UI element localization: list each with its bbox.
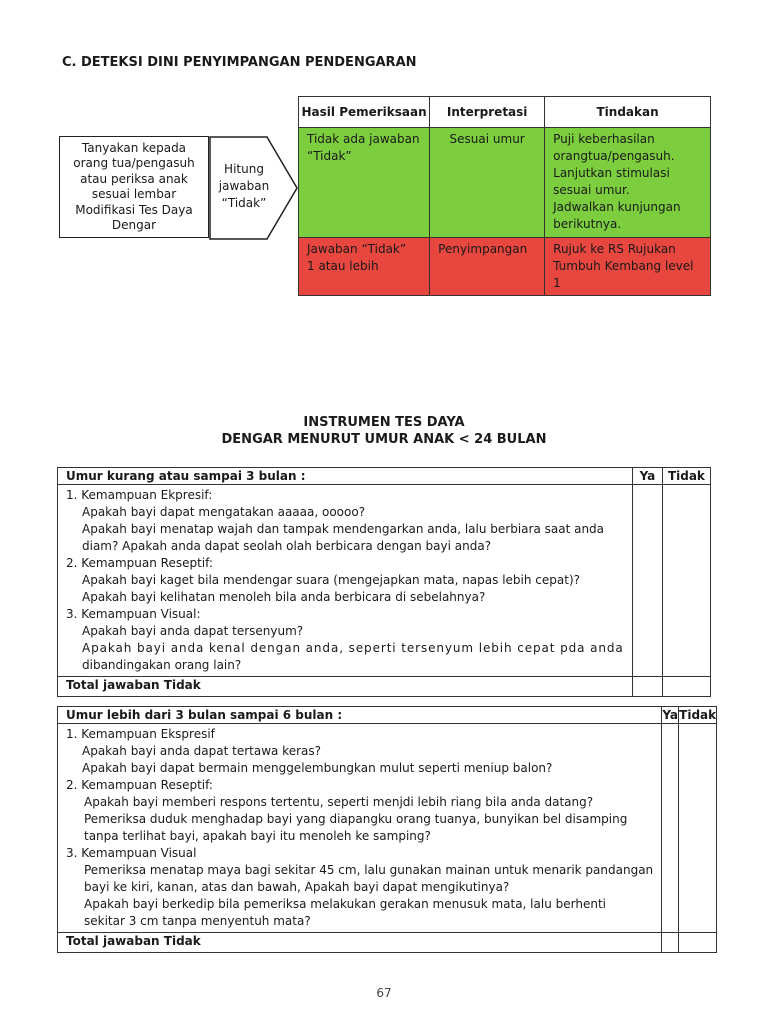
instrument-title-line2: DENGAR MENURUT UMUR ANAK < 24 BULAN bbox=[221, 432, 547, 447]
action-line: sesuai umur. bbox=[553, 183, 630, 197]
interpretation-header-row bbox=[299, 97, 711, 128]
count-box-text bbox=[212, 161, 276, 212]
age-group-label: Umur kurang atau sampai 3 bulan : bbox=[58, 468, 633, 485]
action-cell bbox=[545, 128, 711, 238]
table-header-row bbox=[58, 468, 711, 485]
ask-box-line: Modifikasi Tes Daya bbox=[75, 202, 193, 217]
category-heading: 2. Kemampuan Reseptif: bbox=[66, 778, 213, 792]
action-cell bbox=[545, 238, 711, 296]
count-box-line: “Tidak” bbox=[221, 196, 267, 210]
question-line: tanpa terlihat bayi, apakah bayi itu menoleh ke samping? bbox=[84, 829, 431, 843]
category-heading: 3. Kemampuan Visual bbox=[66, 846, 197, 860]
age-group-label: Umur lebih dari 3 bulan sampai 6 bulan : bbox=[58, 707, 662, 724]
ya-column-header: Ya bbox=[662, 708, 679, 722]
result-line: “Tidak” bbox=[307, 149, 352, 163]
ya-column-header: Ya bbox=[632, 468, 662, 485]
ya-answer-cell[interactable] bbox=[662, 724, 679, 933]
ask-box-line: Dengar bbox=[111, 218, 157, 232]
result-cell bbox=[299, 128, 430, 238]
action-line: Rujuk ke RS Rujukan bbox=[553, 242, 676, 256]
result-line: Tidak ada jawaban bbox=[307, 132, 420, 146]
category-heading: 1. Kemampuan Ekpresif: bbox=[66, 488, 213, 502]
question-line: Apakah bayi menatap wajah dan tampak mendengarkan anda, lalu berbiara saat anda bbox=[82, 522, 605, 536]
question-line: diam? Apakah anda dapat seolah olah berbicara dengan bayi anda? bbox=[82, 539, 492, 553]
question-line: Pemeriksa menatap maya bagi sekitar 45 cm, lalu gunakan mainan untuk menarik pandangan bbox=[84, 863, 654, 877]
ask-box-line: orang tua/pengasuh bbox=[73, 156, 195, 170]
question-line: Apakah bayi anda dapat tertawa keras? bbox=[82, 744, 321, 758]
result-line: Jawaban “Tidak” bbox=[307, 242, 407, 256]
total-row bbox=[58, 677, 711, 697]
interpretation-row-normal bbox=[299, 128, 711, 238]
action-line: Lanjutkan stimulasi bbox=[553, 166, 670, 180]
total-ya-cell[interactable] bbox=[662, 933, 679, 953]
questions-cell bbox=[58, 724, 662, 933]
questions-row bbox=[58, 485, 711, 677]
question-table-3-6-months bbox=[57, 706, 717, 953]
category-heading: 2. Kemampuan Reseptif: bbox=[66, 556, 213, 570]
tidak-column-header: Tidak bbox=[679, 708, 717, 722]
result-cell bbox=[299, 238, 430, 296]
total-label: Total jawaban Tidak bbox=[58, 933, 662, 953]
tidak-answer-cell[interactable] bbox=[679, 724, 717, 933]
header-hasil: Hasil Pemeriksaan bbox=[299, 97, 430, 128]
tidak-answer-cell[interactable] bbox=[662, 485, 710, 677]
question-line: Apakah bayi dapat mengatakan aaaaa, ooooo? bbox=[82, 505, 366, 519]
instrument-title-line1: INSTRUMEN TES DAYA bbox=[303, 415, 465, 430]
questions-cell bbox=[58, 485, 633, 677]
question-line: Apakah bayi dapat bermain menggelembungkan mulut seperti meniup balon? bbox=[82, 761, 553, 775]
interpretation-table bbox=[298, 96, 711, 296]
question-line: Pemeriksa duduk menghadap bayi yang diapangku orang tuanya, bunyikan bel disamping bbox=[84, 812, 628, 826]
question-table-0-3-months bbox=[57, 467, 711, 697]
action-line: Jadwalkan kunjungan bbox=[553, 200, 681, 214]
table-header-row bbox=[58, 707, 717, 724]
category-heading: 1. Kemampuan Ekspresif bbox=[66, 727, 215, 741]
question-line: Apakah bayi anda kenal dengan anda, seperti tersenyum lebih cepat pda anda bbox=[82, 641, 624, 655]
question-line: Apakah bayi anda dapat tersenyum? bbox=[82, 624, 304, 638]
interpretation-row-deviation bbox=[299, 238, 711, 296]
category-heading: 3. Kemampuan Visual: bbox=[66, 607, 201, 621]
page-number: 67 bbox=[376, 986, 392, 1000]
tidak-column-header: Tidak bbox=[662, 468, 710, 485]
result-line: 1 atau lebih bbox=[307, 259, 379, 273]
interpretation-cell: Sesuai umur bbox=[430, 128, 545, 238]
action-line: berikutnya. bbox=[553, 217, 622, 231]
ya-answer-cell[interactable] bbox=[632, 485, 662, 677]
header-tindakan: Tindakan bbox=[545, 97, 711, 128]
count-box-line: Hitung bbox=[224, 162, 264, 176]
question-line: dibandingakan orang lain? bbox=[82, 658, 242, 672]
total-tidak-cell[interactable] bbox=[679, 933, 717, 953]
ask-box-line: Tanyakan kepada bbox=[81, 140, 187, 155]
question-line: Apakah bayi memberi respons tertentu, seperti menjdi lebih riang bila anda datang? bbox=[84, 795, 594, 809]
section-heading: C. DETEKSI DINI PENYIMPANGAN PENDENGARAN bbox=[62, 55, 417, 70]
total-tidak-cell[interactable] bbox=[662, 677, 710, 697]
total-label: Total jawaban Tidak bbox=[58, 677, 633, 697]
total-row bbox=[58, 933, 717, 953]
interpretation-cell: Penyimpangan bbox=[430, 238, 545, 296]
ask-box-line: atau periksa anak bbox=[80, 171, 188, 186]
count-box-line: jawaban bbox=[218, 179, 270, 193]
question-line: Apakah bayi kaget bila mendengar suara (mengejapkan mata, napas lebih cepat)? bbox=[82, 573, 580, 587]
total-ya-cell[interactable] bbox=[632, 677, 662, 697]
questions-row bbox=[58, 724, 717, 933]
ask-parent-box bbox=[59, 136, 209, 238]
question-line: Apakah bayi kelihatan menoleh bila anda berbicara di sebelahnya? bbox=[82, 590, 486, 604]
instrument-title bbox=[0, 414, 768, 448]
header-interpretasi: Interpretasi bbox=[430, 97, 545, 128]
action-line: Puji keberhasilan bbox=[553, 132, 655, 146]
ask-box-text bbox=[73, 141, 194, 234]
action-line: orangtua/pengasuh. bbox=[553, 149, 675, 163]
question-line: sekitar 3 cm tanpa menyentuh mata? bbox=[84, 914, 311, 928]
question-line: Apakah bayi berkedip bila pemeriksa melakukan gerakan menusuk mata, lalu berhenti bbox=[84, 897, 606, 911]
ask-box-line: sesuai lembar bbox=[91, 187, 177, 201]
question-line: bayi ke kiri, kanan, atas dan bawah, Apakah bayi dapat mengikutinya? bbox=[84, 880, 510, 894]
action-line: Tumbuh Kembang level 1 bbox=[553, 259, 694, 290]
